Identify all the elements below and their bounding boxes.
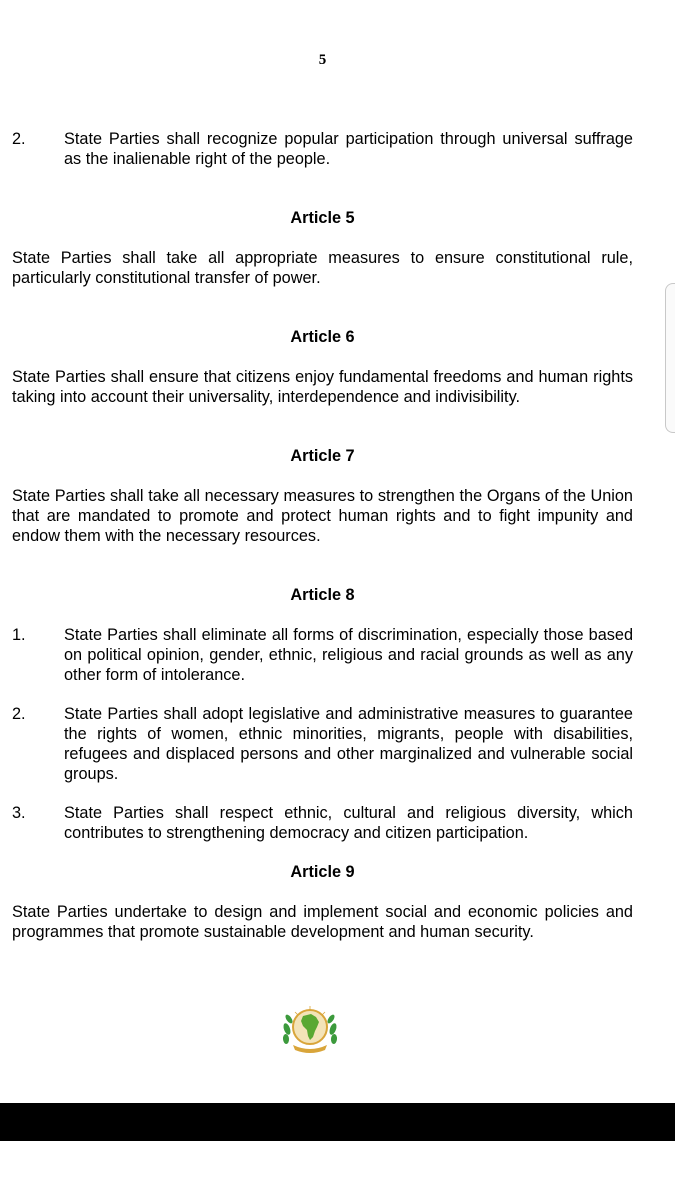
article-8-item-2 — [12, 704, 633, 784]
item-text: State Parties shall respect ethnic, cultural and religious diversity, which contributes to strengthening democracy and citizen participation. — [64, 804, 633, 842]
page-number: 5 — [318, 52, 327, 68]
article-6-text: State Parties shall ensure that citizens enjoy fundamental freedoms and human rights taking into account their universality, interdependence and indivisibility. — [12, 368, 633, 406]
scroll-handle[interactable] — [665, 283, 675, 433]
article-9-text: State Parties undertake to design and implement social and economic policies and programmes that promote sustainable development and human security. — [12, 903, 633, 941]
item-number: 3. — [12, 804, 26, 822]
item-number: 1. — [12, 626, 26, 644]
african-union-emblem-icon — [281, 1003, 339, 1055]
article-8-item-1 — [12, 625, 633, 685]
article-5-text: State Parties shall take all appropriate measures to ensure constitutional rule, particularly constitutional transfer of power. — [12, 249, 633, 287]
article-9-heading: Article 9 — [290, 863, 355, 881]
item-number: 2. — [12, 130, 26, 148]
article-7-text: State Parties shall take all necessary measures to strengthen the Organs of the Union that are mandated to promote and protect human rights and to fight impunity and endow them with the necessary resources. — [12, 487, 633, 545]
article-8-item-3 — [12, 803, 633, 843]
item-text: State Parties shall eliminate all forms of discrimination, especially those based on political opinion, gender, ethnic, religious and racial grounds as well as any other form of intolerance. — [64, 626, 633, 684]
item-text: State Parties shall adopt legislative and administrative measures to guarantee the rights of women, ethnic minorities, migrants, people with disabilities, refugees and displaced persons and other marginalized and vulnerable social groups. — [64, 705, 633, 783]
bottom-bar — [0, 1103, 675, 1141]
item-text: State Parties shall recognize popular participation through universal suffrage as the inalienable right of the people. — [64, 130, 633, 168]
article-8-heading: Article 8 — [290, 586, 355, 604]
article-7-heading: Article 7 — [290, 447, 355, 465]
article-6-heading: Article 6 — [290, 328, 355, 346]
item-number: 2. — [12, 705, 26, 723]
article-4-item-2 — [12, 129, 633, 169]
article-5-heading: Article 5 — [290, 209, 355, 227]
